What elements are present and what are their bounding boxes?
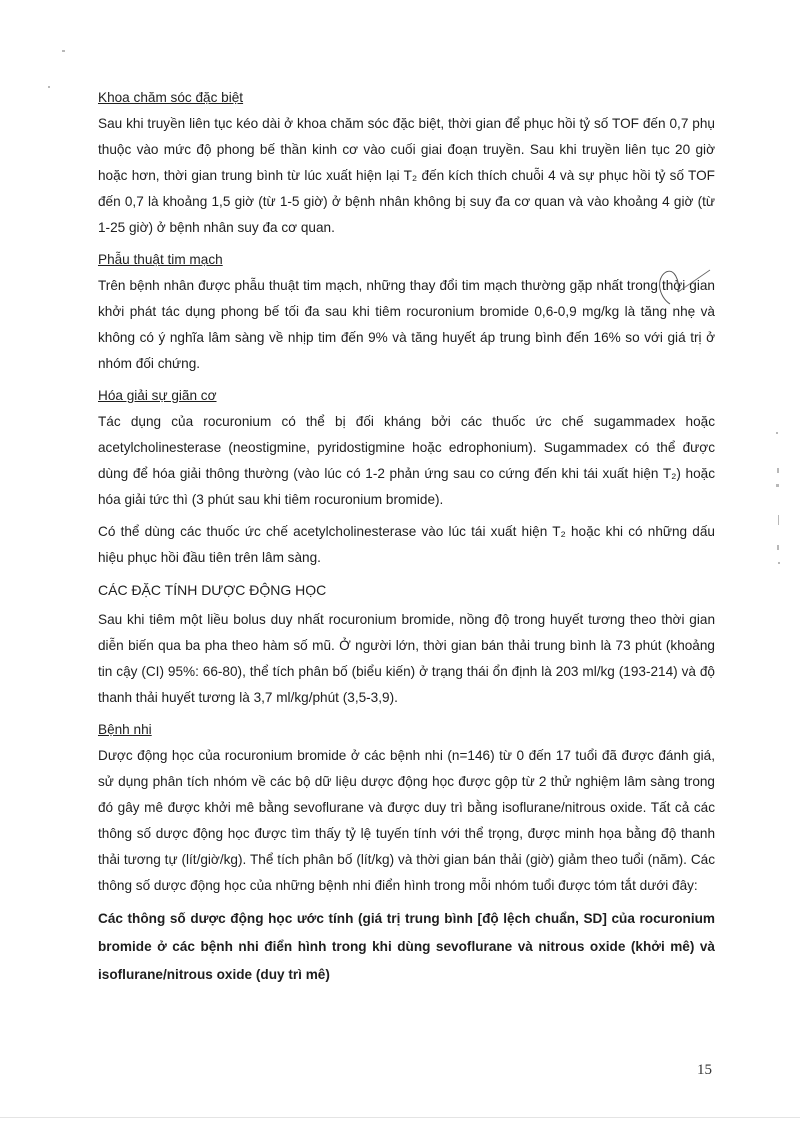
table-caption: Các thông số dược động học ước tính (giá trị trung bình [độ lệch chuẩn, SD] của rocuronium bromide ở các bệnh nhi điển hình trong khi dùng sevoflurane và nitrous oxide (khởi mê) và isoflurane/nitrous oxide (duy trì mê) bbox=[98, 911, 715, 982]
scan-speck bbox=[777, 468, 779, 473]
scan-speck bbox=[48, 86, 50, 88]
section-heading-icu: Khoa chăm sóc đặc biệt bbox=[98, 90, 244, 105]
paragraph-reversal-2: Có thể dùng các thuốc ức chế acetylcholinesterase vào lúc tái xuất hiện T₂ hoặc khi có những dấu hiệu phục hồi đầu tiên trên lâm sàng. bbox=[98, 524, 715, 565]
pk-paragraph: Sau khi tiêm một liều bolus duy nhất rocuronium bromide, nồng độ trong huyết tương theo thời gian diễn biến qua ba pha theo hàm số mũ. Ở người lớn, thời gian bán thải trung bình là 73 phút (khoảng tin cậy (CI) 95%: 66-80), thể tích phân bố (biểu kiến) ở trạng thái ổn định là 203 ml/kg (193-214) và độ thanh thải huyết tương là 3,7 ml/kg/phút (3,5-3,9). bbox=[98, 612, 715, 705]
paragraph-reversal-1: Tác dụng của rocuronium có thể bị đối kháng bởi các thuốc ức chế sugammadex hoặc acetylcholinesterase (neostigmine, pyridostigmine hoặc edrophonium). Sugammadex có thể được dùng để hóa giải thông thường (vào lúc có 1-2 phản ứng sau co cứng đến khi tái xuất hiện T₂) hoặc hóa giải tức thì (3 phút sau khi tiêm rocuronium bromide). bbox=[98, 414, 715, 507]
scan-speck bbox=[778, 562, 780, 564]
page-number: 15 bbox=[697, 1062, 712, 1078]
scan-speck bbox=[777, 545, 779, 550]
section-heading-reversal: Hóa giải sự giãn cơ bbox=[98, 388, 217, 403]
paragraph-icu: Sau khi truyền liên tục kéo dài ở khoa chăm sóc đặc biệt, thời gian để phục hồi tỷ số TOF đến 0,7 phụ thuộc vào mức độ phong bế thần kinh cơ vào cuối giai đoạn truyền. Sau khi truyền liên tục 20 giờ hoặc hơn, thời gian trung bình từ lúc xuất hiện lại T₂ đến kích thích chuỗi 4 và sự phục hồi tỷ số TOF đến 0,7 là khoảng 1,5 giờ (từ 1-5 giờ) ở bệnh nhân không bị suy đa cơ quan và vào khoảng 4 giờ (từ 1-25 giờ) ở bệnh nhân suy đa cơ quan. bbox=[98, 116, 715, 235]
page-content bbox=[98, 85, 715, 989]
section-icu bbox=[98, 85, 715, 241]
pediatric-paragraph: Dược động học của rocuronium bromide ở các bệnh nhi (n=146) từ 0 đến 17 tuổi đã được đánh giá, sử dụng phân tích nhóm về các bộ dữ liệu dược động học được gộp từ 2 thử nghiệm lâm sàng trong đó gây mê được khởi mê bằng sevoflurane và được duy trì bằng isoflurane/nitrous oxide. Tất cả các thông số dược động học được tìm thấy tỷ lệ tuyến tính với thể trọng, được minh họa bằng độ thanh thải tương tự (lít/giờ/kg). Thể tích phân bố (lít/kg) và thời gian bán thải (giờ) giảm theo tuổi (năm). Các thông số dược động học của những bệnh nhi điển hình trong mỗi nhóm tuổi được tóm tắt dưới đây: bbox=[98, 748, 715, 893]
scan-speck bbox=[776, 432, 778, 434]
page-bottom-edge bbox=[0, 1117, 800, 1118]
scan-speck bbox=[62, 50, 65, 52]
paragraph-cardiac-surgery: Trên bệnh nhân được phẫu thuật tim mạch, những thay đổi tim mạch thường gặp nhất trong thời gian khởi phát tác dụng phong bế tối đa sau khi tiêm rocuronium bromide 0,6-0,9 mg/kg là tăng nhẹ và không có ý nghĩa lâm sàng về nhịp tim đến 9% và tăng huyết áp trung bình đến 16% so với giá trị ở nhóm đối chứng. bbox=[98, 278, 715, 371]
scan-speck bbox=[776, 484, 779, 487]
section-reversal bbox=[98, 383, 715, 571]
pen-annotation-mark bbox=[640, 262, 720, 322]
scan-speck bbox=[778, 515, 779, 525]
pediatric-heading: Bệnh nhi bbox=[98, 722, 152, 737]
section-cardiac-surgery bbox=[98, 247, 715, 377]
pk-heading: CÁC ĐẶC TÍNH DƯỢC ĐỘNG HỌC bbox=[98, 582, 327, 598]
section-heading-cardiac-surgery: Phẫu thuật tim mạch bbox=[98, 252, 223, 267]
